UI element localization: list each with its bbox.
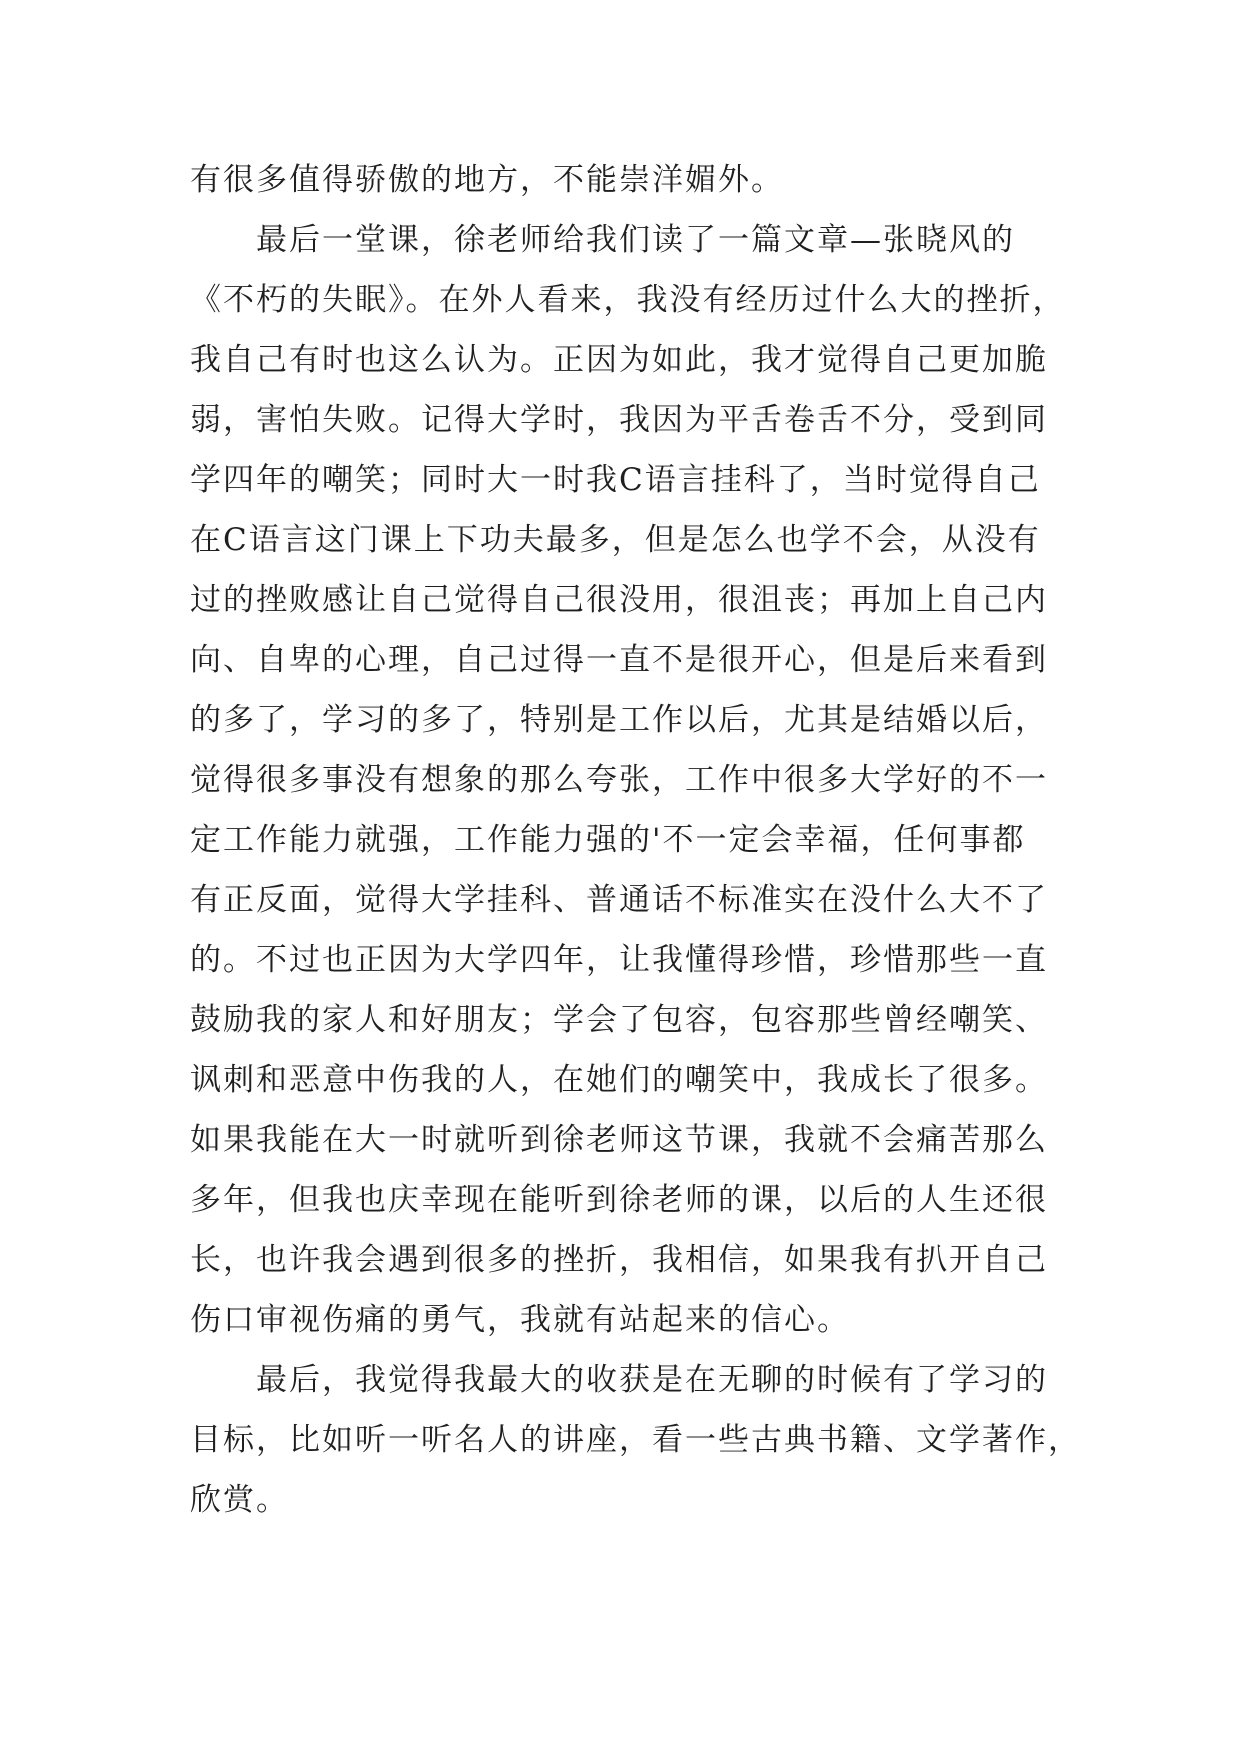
text-line: 长，也许我会遇到很多的挫折，我相信，如果我有扒开自己 <box>190 1242 1048 1278</box>
paragraph-start-line: 最后，我觉得我最大的收获是在无聊的时候有了学习的 <box>256 1362 1048 1398</box>
text-line: 欣赏。 <box>190 1482 289 1518</box>
text-line: 定工作能力就强，工作能力强的'不一定会幸福，任何事都 <box>190 822 1026 858</box>
text-line: 的。不过也正因为大学四年，让我懂得珍惜，珍惜那些一直 <box>190 942 1048 978</box>
body-text <box>190 150 1081 1530</box>
text-line: 目标，比如听一听名人的讲座，看一些古典书籍、文学著作， <box>190 1422 1081 1458</box>
text-line: 多年，但我也庆幸现在能听到徐老师的课，以后的人生还很 <box>190 1182 1048 1218</box>
text-line: 向、自卑的心理，自己过得一直不是很开心，但是后来看到 <box>190 642 1048 678</box>
text-line: 学四年的嘲笑；同时大一时我C语言挂科了，当时觉得自己 <box>190 462 1041 498</box>
text-line: 过的挫败感让自己觉得自己很没用，很沮丧；再加上自己内 <box>190 582 1048 618</box>
text-line: 伤口审视伤痛的勇气，我就有站起来的信心。 <box>190 1302 850 1338</box>
text-line: 有很多值得骄傲的地方，不能崇洋媚外。 <box>190 162 784 198</box>
text-line: 鼓励我的家人和好朋友；学会了包容，包容那些曾经嘲笑、 <box>190 1002 1048 1038</box>
text-line: 觉得很多事没有想象的那么夸张，工作中很多大学好的不一 <box>190 762 1048 798</box>
text-line: 讽刺和恶意中伤我的人，在她们的嘲笑中，我成长了很多。 <box>190 1062 1048 1098</box>
text-line: 如果我能在大一时就听到徐老师这节课，我就不会痛苦那么 <box>190 1122 1048 1158</box>
text-line: 的多了，学习的多了，特别是工作以后，尤其是结婚以后， <box>190 702 1048 738</box>
text-line: 《不朽的失眠》。在外人看来，我没有经历过什么大的挫折， <box>190 282 1066 318</box>
text-line: 有正反面，觉得大学挂科、普通话不标准实在没什么大不了 <box>190 882 1048 918</box>
text-line: 弱，害怕失败。记得大学时，我因为平舌卷舌不分，受到同 <box>190 402 1048 438</box>
paragraph-start-line: 最后一堂课，徐老师给我们读了一篇文章—张晓风的 <box>256 222 1015 258</box>
text-line: 我自己有时也这么认为。正因为如此，我才觉得自己更加脆 <box>190 342 1048 378</box>
text-line: 在C语言这门课上下功夫最多，但是怎么也学不会，从没有 <box>190 522 1041 558</box>
